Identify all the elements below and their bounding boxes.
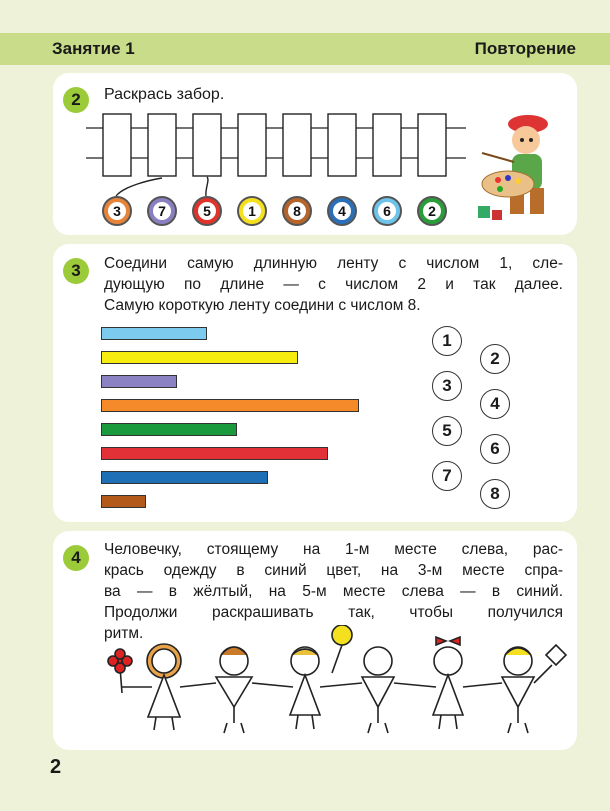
- header-bar: [0, 33, 610, 65]
- task3-text-line: Самую короткую ленту соедини с числом 8.: [104, 297, 421, 314]
- number-circle[interactable]: 6: [480, 434, 510, 464]
- color-ball[interactable]: [237, 196, 267, 226]
- number-circle[interactable]: 1: [432, 326, 462, 356]
- ribbon[interactable]: [101, 327, 207, 340]
- task4-text-line: Продолжи раскрашивать так, чтобы получился: [104, 604, 563, 621]
- painter-boy-illustration: [470, 110, 570, 228]
- color-ball[interactable]: [282, 196, 312, 226]
- number-circle[interactable]: 2: [480, 344, 510, 374]
- task4-text-line: Человечку, стоящему на 1-м месте слева, рас-: [104, 541, 563, 558]
- number-circle[interactable]: 4: [480, 389, 510, 419]
- color-ball-label: 3: [108, 202, 126, 220]
- color-ball[interactable]: [417, 196, 447, 226]
- color-ball[interactable]: [102, 196, 132, 226]
- number-circle[interactable]: 5: [432, 416, 462, 446]
- color-ball-label: 5: [198, 202, 216, 220]
- task3-number-badge: 3: [63, 258, 89, 284]
- color-ball[interactable]: [147, 196, 177, 226]
- children-row-illustration[interactable]: [100, 625, 570, 735]
- color-ball-label: 2: [423, 202, 441, 220]
- section-title: Повторение: [474, 39, 576, 58]
- page-number: 2: [50, 756, 62, 778]
- task3-text-line: Соедини самую длинную ленту с числом 1, сле-: [104, 255, 563, 272]
- task4-text-line: крась одежду в синий цвет, на 3-м месте спра-: [104, 562, 563, 579]
- number-circle[interactable]: 3: [432, 371, 462, 401]
- ribbon[interactable]: [101, 423, 237, 436]
- ribbon[interactable]: [101, 447, 328, 460]
- ribbon[interactable]: [101, 495, 146, 508]
- ribbon[interactable]: [101, 375, 177, 388]
- task4-number-badge: 4: [63, 545, 89, 571]
- color-ball-label: 4: [333, 202, 351, 220]
- number-circle[interactable]: 8: [480, 479, 510, 509]
- task3-text: [104, 253, 563, 316]
- task2-text: Раскрась забор.: [104, 86, 225, 103]
- color-ball-label: 1: [243, 202, 261, 220]
- color-ball[interactable]: [372, 196, 402, 226]
- ribbon[interactable]: [101, 351, 298, 364]
- color-ball-label: 8: [288, 202, 306, 220]
- task2-number-badge: 2: [63, 87, 89, 113]
- color-ball-label: 6: [378, 202, 396, 220]
- lesson-title: Занятие 1: [52, 39, 135, 58]
- task3-text-line: дующую по длине — с числом 2 и так далее.: [104, 276, 563, 293]
- task4-text-line: ритм.: [104, 625, 144, 642]
- color-ball-label: 7: [153, 202, 171, 220]
- ribbon[interactable]: [101, 399, 359, 412]
- ribbon[interactable]: [101, 471, 268, 484]
- task4-text-line: ва — в жёлтый, на 5-м месте слева — в синий.: [104, 583, 563, 600]
- color-ball[interactable]: [192, 196, 222, 226]
- number-circle[interactable]: 7: [432, 461, 462, 491]
- color-ball[interactable]: [327, 196, 357, 226]
